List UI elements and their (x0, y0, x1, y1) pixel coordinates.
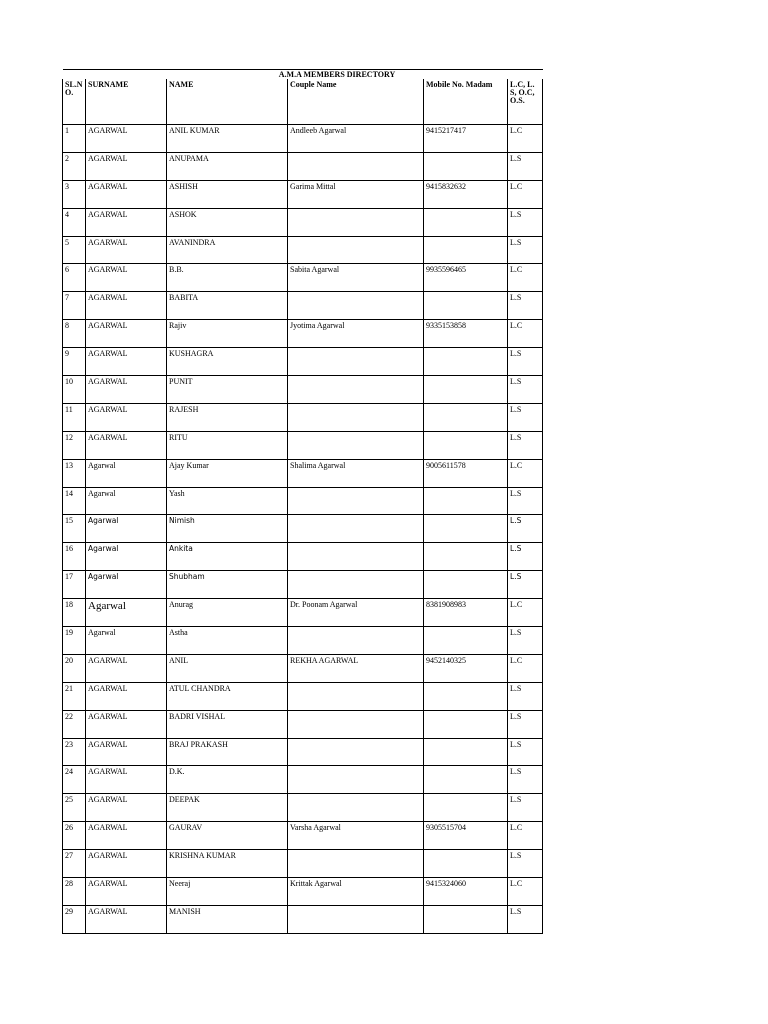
cell-couple-name (288, 292, 424, 320)
cell-slno: 25 (63, 794, 86, 822)
table-row (63, 292, 543, 320)
table-row (63, 850, 543, 878)
table-row (63, 487, 543, 515)
cell-name: ASHOK (167, 208, 288, 236)
cell-surname: AGARWAL (86, 654, 167, 682)
cell-couple-name (288, 710, 424, 738)
cell-slno: 18 (63, 599, 86, 627)
cell-slno: 1 (63, 125, 86, 153)
table-row (63, 543, 543, 571)
table-row (63, 905, 543, 933)
cell-name: MANISH (167, 905, 288, 933)
members-directory-table (62, 69, 543, 934)
cell-surname: Agarwal (86, 515, 167, 543)
table-row (63, 459, 543, 487)
col-header-mobile: Mobile No. Madam (424, 79, 508, 125)
cell-couple-name (288, 431, 424, 459)
cell-mobile (424, 208, 508, 236)
cell-mobile: 9935596465 (424, 264, 508, 292)
cell-member-type: L.S (508, 152, 543, 180)
cell-couple-name (288, 515, 424, 543)
cell-member-type: L.C (508, 654, 543, 682)
cell-couple-name: Jyotima Agarwal (288, 320, 424, 348)
table-row (63, 376, 543, 404)
cell-mobile (424, 543, 508, 571)
cell-mobile (424, 571, 508, 599)
table-row (63, 599, 543, 627)
cell-surname: AGARWAL (86, 682, 167, 710)
cell-member-type: L.C (508, 180, 543, 208)
cell-slno: 15 (63, 515, 86, 543)
cell-couple-name: Dr. Poonam Agarwal (288, 599, 424, 627)
cell-member-type: L.S (508, 431, 543, 459)
directory-sheet (62, 69, 542, 934)
cell-member-type: L.S (508, 794, 543, 822)
cell-mobile (424, 236, 508, 264)
cell-member-type: L.S (508, 292, 543, 320)
cell-couple-name: Shalima Agarwal (288, 459, 424, 487)
col-header-surname: SURNAME (86, 79, 167, 125)
cell-name: BABITA (167, 292, 288, 320)
cell-mobile (424, 152, 508, 180)
cell-slno: 28 (63, 878, 86, 906)
cell-member-type: L.C (508, 599, 543, 627)
cell-mobile: 9305515704 (424, 822, 508, 850)
cell-couple-name (288, 376, 424, 404)
cell-couple-name: Andleeb Agarwal (288, 125, 424, 153)
cell-member-type: L.C (508, 320, 543, 348)
cell-mobile: 9415217417 (424, 125, 508, 153)
cell-name: Ankita (167, 543, 288, 571)
cell-mobile (424, 850, 508, 878)
table-row (63, 627, 543, 655)
table-row (63, 180, 543, 208)
table-row (63, 822, 543, 850)
cell-member-type: L.S (508, 403, 543, 431)
cell-surname: Agarwal (86, 571, 167, 599)
cell-slno: 7 (63, 292, 86, 320)
cell-name: AVANINDRA (167, 236, 288, 264)
cell-name: GAURAV (167, 822, 288, 850)
cell-couple-name (288, 738, 424, 766)
cell-mobile (424, 738, 508, 766)
cell-surname: AGARWAL (86, 348, 167, 376)
cell-mobile (424, 905, 508, 933)
cell-slno: 6 (63, 264, 86, 292)
cell-mobile (424, 292, 508, 320)
cell-name: ANIL (167, 654, 288, 682)
cell-surname: AGARWAL (86, 125, 167, 153)
cell-mobile (424, 403, 508, 431)
cell-name: DEEPAK (167, 794, 288, 822)
cell-name: RITU (167, 431, 288, 459)
cell-member-type: L.C (508, 822, 543, 850)
cell-member-type: L.S (508, 627, 543, 655)
table-row (63, 348, 543, 376)
cell-surname: AGARWAL (86, 152, 167, 180)
cell-surname: AGARWAL (86, 878, 167, 906)
table-row (63, 264, 543, 292)
cell-couple-name (288, 766, 424, 794)
table-row (63, 710, 543, 738)
cell-name: RAJESH (167, 403, 288, 431)
cell-surname: AGARWAL (86, 766, 167, 794)
cell-mobile (424, 627, 508, 655)
cell-surname: AGARWAL (86, 320, 167, 348)
cell-name: KUSHAGRA (167, 348, 288, 376)
cell-slno: 17 (63, 571, 86, 599)
cell-mobile: 9335153858 (424, 320, 508, 348)
cell-name: Astha (167, 627, 288, 655)
table-row (63, 878, 543, 906)
cell-slno: 19 (63, 627, 86, 655)
table-row (63, 431, 543, 459)
cell-mobile (424, 682, 508, 710)
cell-couple-name (288, 850, 424, 878)
cell-couple-name (288, 403, 424, 431)
col-header-name: NAME (167, 79, 288, 125)
table-row (63, 125, 543, 153)
cell-name: Nimish (167, 515, 288, 543)
cell-name: ATUL CHANDRA (167, 682, 288, 710)
cell-member-type: L.C (508, 459, 543, 487)
cell-surname: AGARWAL (86, 292, 167, 320)
cell-slno: 5 (63, 236, 86, 264)
cell-slno: 11 (63, 403, 86, 431)
cell-slno: 22 (63, 710, 86, 738)
cell-slno: 8 (63, 320, 86, 348)
cell-surname: AGARWAL (86, 794, 167, 822)
cell-surname: AGARWAL (86, 180, 167, 208)
cell-surname: Agarwal (86, 543, 167, 571)
table-row (63, 571, 543, 599)
table-row (63, 320, 543, 348)
cell-couple-name (288, 905, 424, 933)
cell-couple-name (288, 348, 424, 376)
cell-slno: 24 (63, 766, 86, 794)
cell-slno: 4 (63, 208, 86, 236)
cell-slno: 21 (63, 682, 86, 710)
cell-mobile (424, 766, 508, 794)
cell-couple-name: Krittak Agarwal (288, 878, 424, 906)
cell-surname: AGARWAL (86, 905, 167, 933)
cell-member-type: L.S (508, 515, 543, 543)
col-header-couple: Couple Name (288, 79, 424, 125)
cell-member-type: L.S (508, 487, 543, 515)
cell-member-type: L.S (508, 348, 543, 376)
table-row (63, 682, 543, 710)
cell-surname: Agarwal (86, 599, 167, 627)
cell-surname: AGARWAL (86, 431, 167, 459)
cell-member-type: L.S (508, 376, 543, 404)
cell-mobile: 9415832632 (424, 180, 508, 208)
cell-slno: 12 (63, 431, 86, 459)
cell-name: ANUPAMA (167, 152, 288, 180)
cell-name: PUNIT (167, 376, 288, 404)
cell-member-type: L.S (508, 682, 543, 710)
cell-name: Anurag (167, 599, 288, 627)
cell-couple-name (288, 571, 424, 599)
cell-name: B.B. (167, 264, 288, 292)
cell-surname: AGARWAL (86, 264, 167, 292)
cell-member-type: L.C (508, 878, 543, 906)
cell-couple-name (288, 627, 424, 655)
table-row (63, 515, 543, 543)
table-row (63, 766, 543, 794)
cell-slno: 23 (63, 738, 86, 766)
table-row (63, 403, 543, 431)
cell-couple-name: Garima Mittal (288, 180, 424, 208)
cell-member-type: L.S (508, 710, 543, 738)
cell-couple-name (288, 208, 424, 236)
cell-couple-name (288, 682, 424, 710)
cell-member-type: L.S (508, 738, 543, 766)
cell-surname: Agarwal (86, 627, 167, 655)
cell-mobile (424, 710, 508, 738)
cell-surname: AGARWAL (86, 738, 167, 766)
cell-slno: 26 (63, 822, 86, 850)
cell-slno: 13 (63, 459, 86, 487)
cell-mobile (424, 487, 508, 515)
cell-mobile (424, 794, 508, 822)
cell-couple-name (288, 543, 424, 571)
header-row (63, 79, 543, 125)
cell-surname: AGARWAL (86, 376, 167, 404)
cell-mobile: 9415324060 (424, 878, 508, 906)
cell-surname: AGARWAL (86, 822, 167, 850)
cell-surname: AGARWAL (86, 710, 167, 738)
table-row (63, 236, 543, 264)
cell-name: ANIL KUMAR (167, 125, 288, 153)
cell-mobile (424, 515, 508, 543)
cell-couple-name (288, 794, 424, 822)
cell-surname: Agarwal (86, 459, 167, 487)
cell-name: Rajiv (167, 320, 288, 348)
cell-name: Neeraj (167, 878, 288, 906)
cell-member-type: L.S (508, 208, 543, 236)
table-row (63, 794, 543, 822)
cell-member-type: L.S (508, 850, 543, 878)
cell-member-type: L.S (508, 905, 543, 933)
cell-surname: AGARWAL (86, 850, 167, 878)
cell-slno: 2 (63, 152, 86, 180)
cell-member-type: L.C (508, 125, 543, 153)
cell-member-type: L.S (508, 766, 543, 794)
col-header-slno: SL.N O. (63, 79, 86, 125)
cell-name: D.K. (167, 766, 288, 794)
cell-couple-name (288, 236, 424, 264)
cell-surname: AGARWAL (86, 236, 167, 264)
cell-member-type: L.S (508, 543, 543, 571)
directory-title: A.M.A MEMBERS DIRECTORY (167, 70, 508, 80)
cell-mobile: 8381908983 (424, 599, 508, 627)
cell-couple-name (288, 487, 424, 515)
cell-surname: AGARWAL (86, 403, 167, 431)
cell-slno: 29 (63, 905, 86, 933)
cell-couple-name: Sabita Agarwal (288, 264, 424, 292)
cell-name: Ajay Kumar (167, 459, 288, 487)
cell-member-type: L.S (508, 571, 543, 599)
cell-name: KRISHNA KUMAR (167, 850, 288, 878)
cell-mobile (424, 376, 508, 404)
cell-slno: 10 (63, 376, 86, 404)
cell-name: ASHISH (167, 180, 288, 208)
cell-surname: AGARWAL (86, 208, 167, 236)
cell-name: BADRI VISHAL (167, 710, 288, 738)
cell-name: BRAJ PRAKASH (167, 738, 288, 766)
cell-mobile: 9005611578 (424, 459, 508, 487)
cell-slno: 9 (63, 348, 86, 376)
table-row (63, 654, 543, 682)
cell-slno: 20 (63, 654, 86, 682)
cell-mobile: 9452140325 (424, 654, 508, 682)
cell-slno: 3 (63, 180, 86, 208)
cell-name: Shubham (167, 571, 288, 599)
cell-couple-name (288, 152, 424, 180)
table-row (63, 208, 543, 236)
cell-couple-name: REKHA AGARWAL (288, 654, 424, 682)
col-header-type: L.C, L.S, O.C, O.S. (508, 79, 543, 125)
cell-member-type: L.S (508, 236, 543, 264)
table-row (63, 152, 543, 180)
table-row (63, 738, 543, 766)
cell-name: Yash (167, 487, 288, 515)
title-row (63, 70, 543, 80)
cell-slno: 27 (63, 850, 86, 878)
cell-mobile (424, 431, 508, 459)
cell-slno: 14 (63, 487, 86, 515)
cell-surname: Agarwal (86, 487, 167, 515)
cell-mobile (424, 348, 508, 376)
cell-couple-name: Varsha Agarwal (288, 822, 424, 850)
cell-slno: 16 (63, 543, 86, 571)
cell-member-type: L.C (508, 264, 543, 292)
